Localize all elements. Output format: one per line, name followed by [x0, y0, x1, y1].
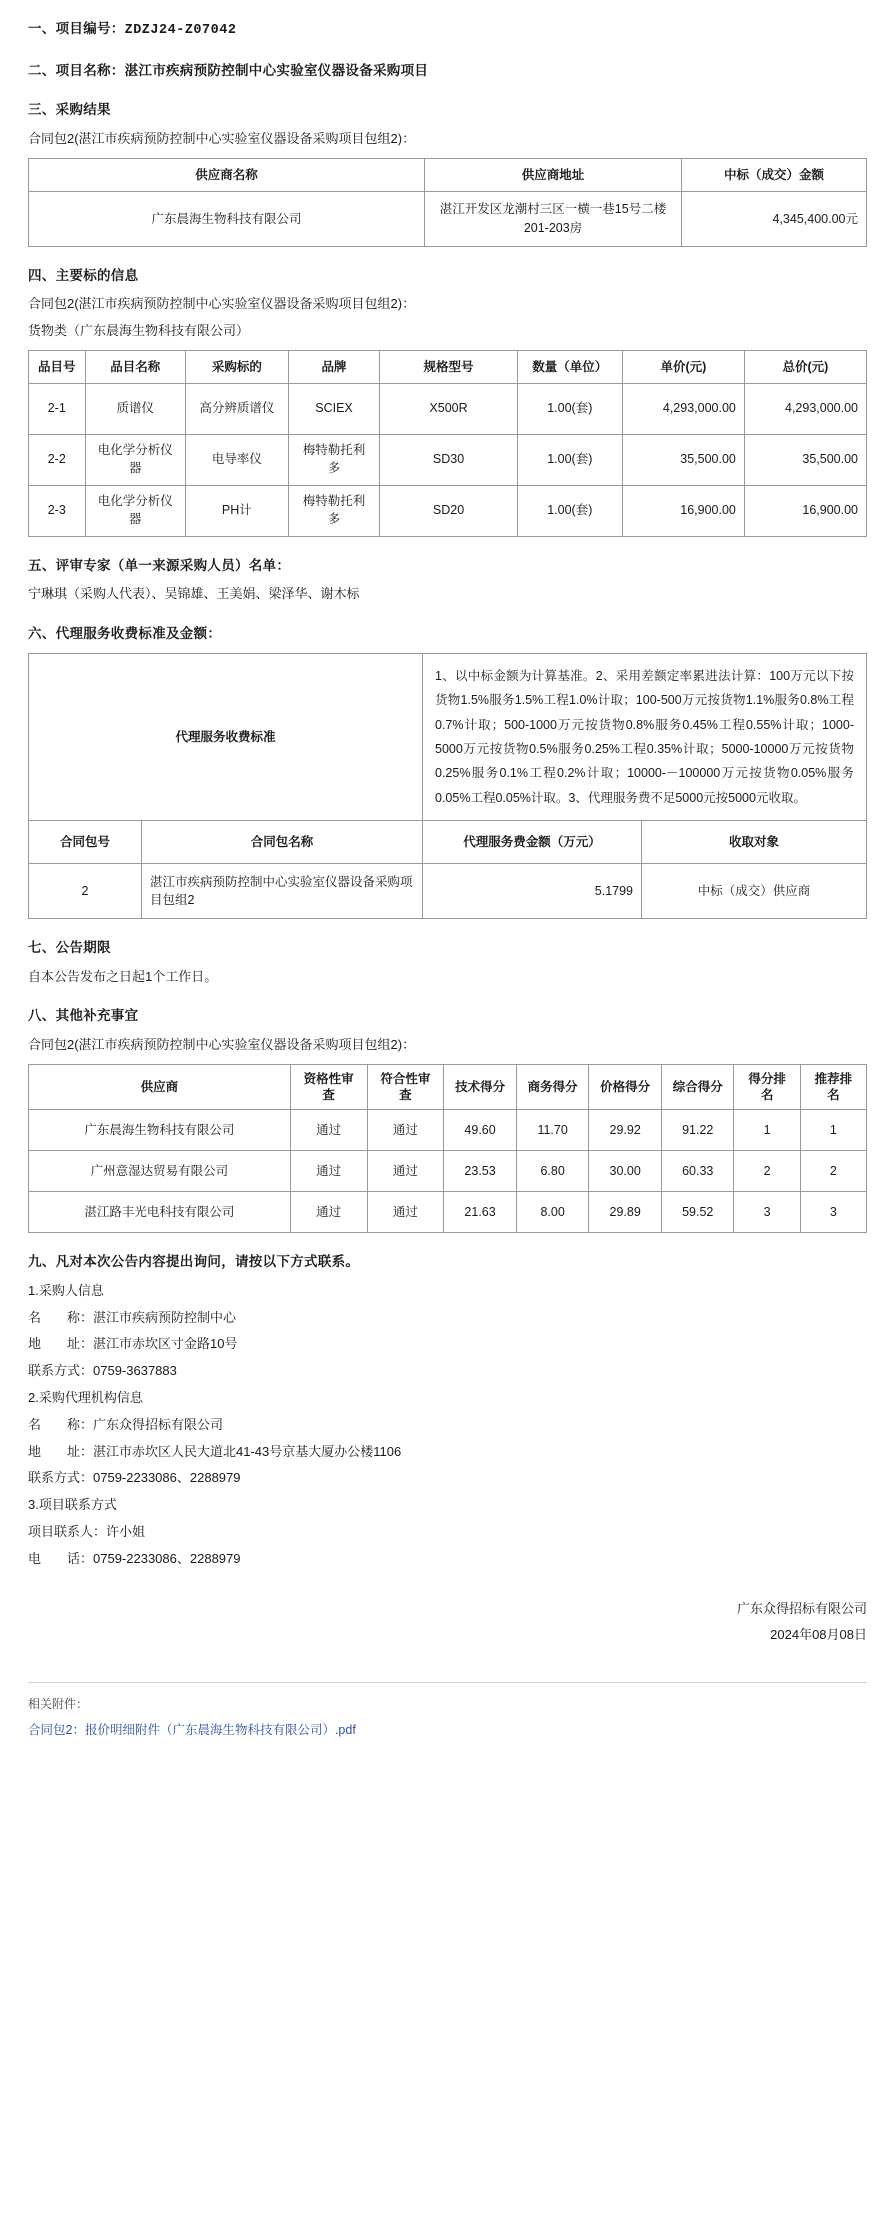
project-contact-person-row	[28, 1522, 867, 1543]
col-total-score: 综合得分	[661, 1064, 734, 1110]
col-package-no: 合同包号	[29, 821, 142, 864]
purchaser-tel-value: 0759-3637883	[93, 1363, 177, 1379]
col-total-price: 总价(元)	[744, 350, 866, 383]
cell-model: X500R	[380, 383, 517, 434]
cell-qualification: 通过	[290, 1192, 367, 1233]
project-contact-title: 3.项目联系方式	[28, 1497, 117, 1513]
section-5-title: 五、评审专家（单一来源采购人员）名单：	[28, 557, 291, 573]
cell-supplier: 广州意湿达贸易有限公司	[29, 1151, 291, 1192]
table-row	[29, 1110, 867, 1151]
purchaser-address-row	[28, 1334, 867, 1355]
goods-table-wrap	[28, 350, 867, 537]
col-qualification-review: 资格性审查	[290, 1064, 367, 1110]
cell-purchase-target: PH计	[186, 485, 289, 536]
cell-quantity: 1.00(套)	[517, 434, 622, 485]
cell-purchase-target: 高分辨质谱仪	[186, 383, 289, 434]
cell-fee-payer: 中标（成交）供应商	[642, 864, 867, 919]
col-purchase-target: 采购标的	[186, 350, 289, 383]
col-fee-amount: 代理服务费金额（万元）	[423, 821, 642, 864]
purchaser-name-row	[28, 1308, 867, 1329]
agency-name-value: 广东众得招标有限公司	[93, 1416, 224, 1432]
table-header-row	[29, 821, 867, 864]
signature-date: 2024年08月08日	[770, 1626, 867, 1642]
table-row	[29, 485, 867, 536]
project-name-value: 湛江市疾病预防控制中心实验室仪器设备采购项目	[124, 62, 429, 78]
col-supplier-address: 供应商地址	[425, 158, 682, 191]
col-model: 规格型号	[380, 350, 517, 383]
cell-brand: 梅特勒托利多	[288, 434, 380, 485]
col-tech-score: 技术得分	[444, 1064, 517, 1110]
agency-address-value: 湛江市赤坎区人民大道北41-43号京基大厦办公楼1106	[93, 1443, 402, 1459]
col-unit-price: 单价(元)	[622, 350, 744, 383]
agency-tel-value: 0759-2233086、2288979	[93, 1470, 241, 1486]
section-9-title: 九、凡对本次公告内容提出询问，请按以下方式联系。	[28, 1254, 360, 1270]
section-3-package-line: 合同包2(湛江市疾病预防控制中心实验室仪器设备采购项目包组2)：	[28, 130, 416, 146]
col-quantity: 数量（单位）	[517, 350, 622, 383]
cell-item-no: 2-3	[29, 485, 86, 536]
col-supplier-name: 供应商名称	[29, 158, 425, 191]
cell-supplier-name: 广东晨海生物科技有限公司	[29, 191, 425, 246]
cell-compliance: 通过	[367, 1192, 444, 1233]
purchaser-address-label: 地 址：	[28, 1336, 94, 1352]
fee-table-wrap	[28, 653, 867, 919]
cell-score-rank: 3	[734, 1192, 800, 1233]
section-4-title: 四、主要标的信息	[28, 267, 139, 283]
cell-supplier: 广东晨海生物科技有限公司	[29, 1110, 291, 1151]
purchaser-name-label: 名 称：	[28, 1309, 94, 1325]
cell-supplier-address: 湛江开发区龙潮村三区一横一巷15号二楼201-203房	[425, 191, 682, 246]
cell-package-name: 湛江市疾病预防控制中心实验室仪器设备采购项目包组2	[142, 864, 423, 919]
col-recommend-rank: 推荐排名	[800, 1064, 866, 1110]
section-project-name	[28, 60, 867, 82]
cell-model: SD20	[380, 485, 517, 536]
cell-item-no: 2-2	[29, 434, 86, 485]
cell-tech-score: 49.60	[444, 1110, 517, 1151]
attachment-section	[28, 1682, 867, 1741]
cell-business-score: 8.00	[516, 1192, 589, 1233]
cell-total-price: 35,500.00	[744, 434, 866, 485]
cell-price-score: 30.00	[589, 1151, 662, 1192]
cell-recommend-rank: 3	[800, 1192, 866, 1233]
score-table-wrap	[28, 1064, 867, 1234]
cell-qualification: 通过	[290, 1151, 367, 1192]
agency-tel-row	[28, 1468, 867, 1489]
project-contact-person-label: 项目联系人：	[28, 1524, 107, 1540]
cell-unit-price: 35,500.00	[622, 434, 744, 485]
section-1-label: 一、项目编号：	[28, 21, 125, 36]
agency-address-row	[28, 1442, 867, 1463]
section-7-title: 七、公告期限	[28, 940, 111, 955]
project-contact-tel-value: 0759-2233086、2288979	[93, 1550, 241, 1566]
table-row	[29, 864, 867, 919]
cell-quantity: 1.00(套)	[517, 383, 622, 434]
section-6-title: 六、代理服务收费标准及金额：	[28, 626, 222, 642]
cell-tech-score: 23.53	[444, 1151, 517, 1192]
attachment-link[interactable]: 合同包2：报价明细附件（广东晨海生物科技有限公司）.pdf	[28, 1722, 356, 1737]
cell-total-score: 59.52	[661, 1192, 734, 1233]
cell-purchase-target: 电导率仪	[186, 434, 289, 485]
cell-qualification: 通过	[290, 1110, 367, 1151]
table-row	[29, 191, 867, 246]
cell-compliance: 通过	[367, 1110, 444, 1151]
cell-item-name: 质谱仪	[85, 383, 185, 434]
cell-supplier: 湛江路丰光电科技有限公司	[29, 1192, 291, 1233]
table-header-row	[29, 350, 867, 383]
section-4-package-line: 合同包2(湛江市疾病预防控制中心实验室仪器设备采购项目包组2)：	[28, 296, 416, 312]
cell-total-price: 4,293,000.00	[744, 383, 866, 434]
agency-address-label: 地 址：	[28, 1443, 94, 1459]
cell-item-name: 电化学分析仪器	[85, 434, 185, 485]
agency-name-label: 名 称：	[28, 1416, 94, 1432]
agency-name-row	[28, 1415, 867, 1436]
table-header-row	[29, 158, 867, 191]
col-fee-payer: 收取对象	[642, 821, 867, 864]
section-8-title: 八、其他补充事宜	[28, 1008, 139, 1024]
project-contact-tel-label: 电 话：	[28, 1550, 94, 1566]
col-brand: 品牌	[288, 350, 380, 383]
cell-unit-price: 4,293,000.00	[622, 383, 744, 434]
project-contact-tel-row	[28, 1549, 867, 1570]
purchaser-info-title: 1.采购人信息	[28, 1282, 104, 1298]
fee-standard-label: 代理服务收费标准	[29, 653, 423, 820]
cell-score-rank: 1	[734, 1110, 800, 1151]
announcement-period-value: 自本公告发布之日起1个工作日。	[28, 968, 218, 984]
cell-award-amount: 4,345,400.00元	[682, 191, 867, 246]
cell-compliance: 通过	[367, 1151, 444, 1192]
cell-brand: SCIEX	[288, 383, 380, 434]
project-number-value: ZDZJ24-Z07042	[124, 23, 237, 38]
col-package-name: 合同包名称	[142, 821, 423, 864]
cell-package-no: 2	[29, 864, 142, 919]
cell-fee-amount: 5.1799	[423, 864, 642, 919]
section-2-label: 二、项目名称：	[28, 62, 125, 78]
cell-total-score: 60.33	[661, 1151, 734, 1192]
cell-price-score: 29.92	[589, 1110, 662, 1151]
cell-model: SD30	[380, 434, 517, 485]
cell-recommend-rank: 1	[800, 1110, 866, 1151]
purchaser-name-value: 湛江市疾病预防控制中心	[93, 1309, 237, 1325]
cell-total-score: 91.22	[661, 1110, 734, 1151]
cell-unit-price: 16,900.00	[622, 485, 744, 536]
purchaser-tel-label: 联系方式：	[28, 1363, 94, 1379]
section-project-number	[28, 18, 867, 42]
cell-business-score: 6.80	[516, 1151, 589, 1192]
cell-price-score: 29.89	[589, 1192, 662, 1233]
cell-quantity: 1.00(套)	[517, 485, 622, 536]
cell-score-rank: 2	[734, 1151, 800, 1192]
cell-item-no: 2-1	[29, 383, 86, 434]
col-business-score: 商务得分	[516, 1064, 589, 1110]
purchaser-tel-row	[28, 1361, 867, 1382]
cell-recommend-rank: 2	[800, 1151, 866, 1192]
table-row	[29, 1192, 867, 1233]
table-row	[29, 383, 867, 434]
agency-info-title: 2.采购代理机构信息	[28, 1390, 143, 1406]
review-experts-value: 宁琳琪（采购人代表）、吴锦雄、王美娟、梁泽华、谢木标	[28, 586, 360, 602]
agency-fee-table	[28, 653, 867, 919]
col-award-amount: 中标（成交）金额	[682, 158, 867, 191]
table-row	[29, 1151, 867, 1192]
table-row	[29, 434, 867, 485]
result-table	[28, 158, 867, 247]
result-table-wrap	[28, 158, 867, 247]
table-header-row	[29, 1064, 867, 1110]
col-compliance-review: 符合性审查	[367, 1064, 444, 1110]
cell-item-name: 电化学分析仪器	[85, 485, 185, 536]
cell-tech-score: 21.63	[444, 1192, 517, 1233]
table-row	[29, 653, 867, 820]
fee-standard-text: 1、以中标金额为计算基准。2、采用差额定率累进法计算：100万元以下按货物1.5%服务1.5%工程1.0%计取；100-500万元按货物1.1%服务0.8%工程0.7%计取；500-1000万元按货物0.8%服务0.45%工程0.55%计取；1000-5000万元按货物0.5%服务0.25%工程0.35%计取；5000-10000万元按货物0.25%服务0.1%工程0.2%计取；10000-－100000万元按货物0.05%服务0.05%工程0.05%计取。3、代理服务费不足5000元按5000元收取。	[423, 653, 867, 820]
section-4-category-line: 货物类（广东晨海生物科技有限公司）	[28, 322, 250, 338]
signature-block	[28, 1596, 867, 1648]
cell-total-price: 16,900.00	[744, 485, 866, 536]
project-contact-person-value: 许小姐	[106, 1524, 146, 1540]
cell-brand: 梅特勒托利多	[288, 485, 380, 536]
cell-business-score: 11.70	[516, 1110, 589, 1151]
col-score-rank: 得分排名	[734, 1064, 800, 1110]
section-8-package-line: 合同包2(湛江市疾病预防控制中心实验室仪器设备采购项目包组2)：	[28, 1036, 416, 1052]
col-item-name: 品目名称	[85, 350, 185, 383]
attachment-title: 相关附件：	[28, 1696, 89, 1711]
evaluation-score-table	[28, 1064, 867, 1234]
purchaser-address-value: 湛江市赤坎区寸金路10号	[93, 1336, 238, 1352]
col-item-no: 品目号	[29, 350, 86, 383]
col-price-score: 价格得分	[589, 1064, 662, 1110]
signature-company: 广东众得招标有限公司	[736, 1600, 867, 1616]
section-3-title: 三、采购结果	[28, 102, 111, 118]
agency-tel-label: 联系方式：	[28, 1470, 94, 1486]
col-supplier: 供应商	[29, 1064, 291, 1110]
goods-table	[28, 350, 867, 537]
